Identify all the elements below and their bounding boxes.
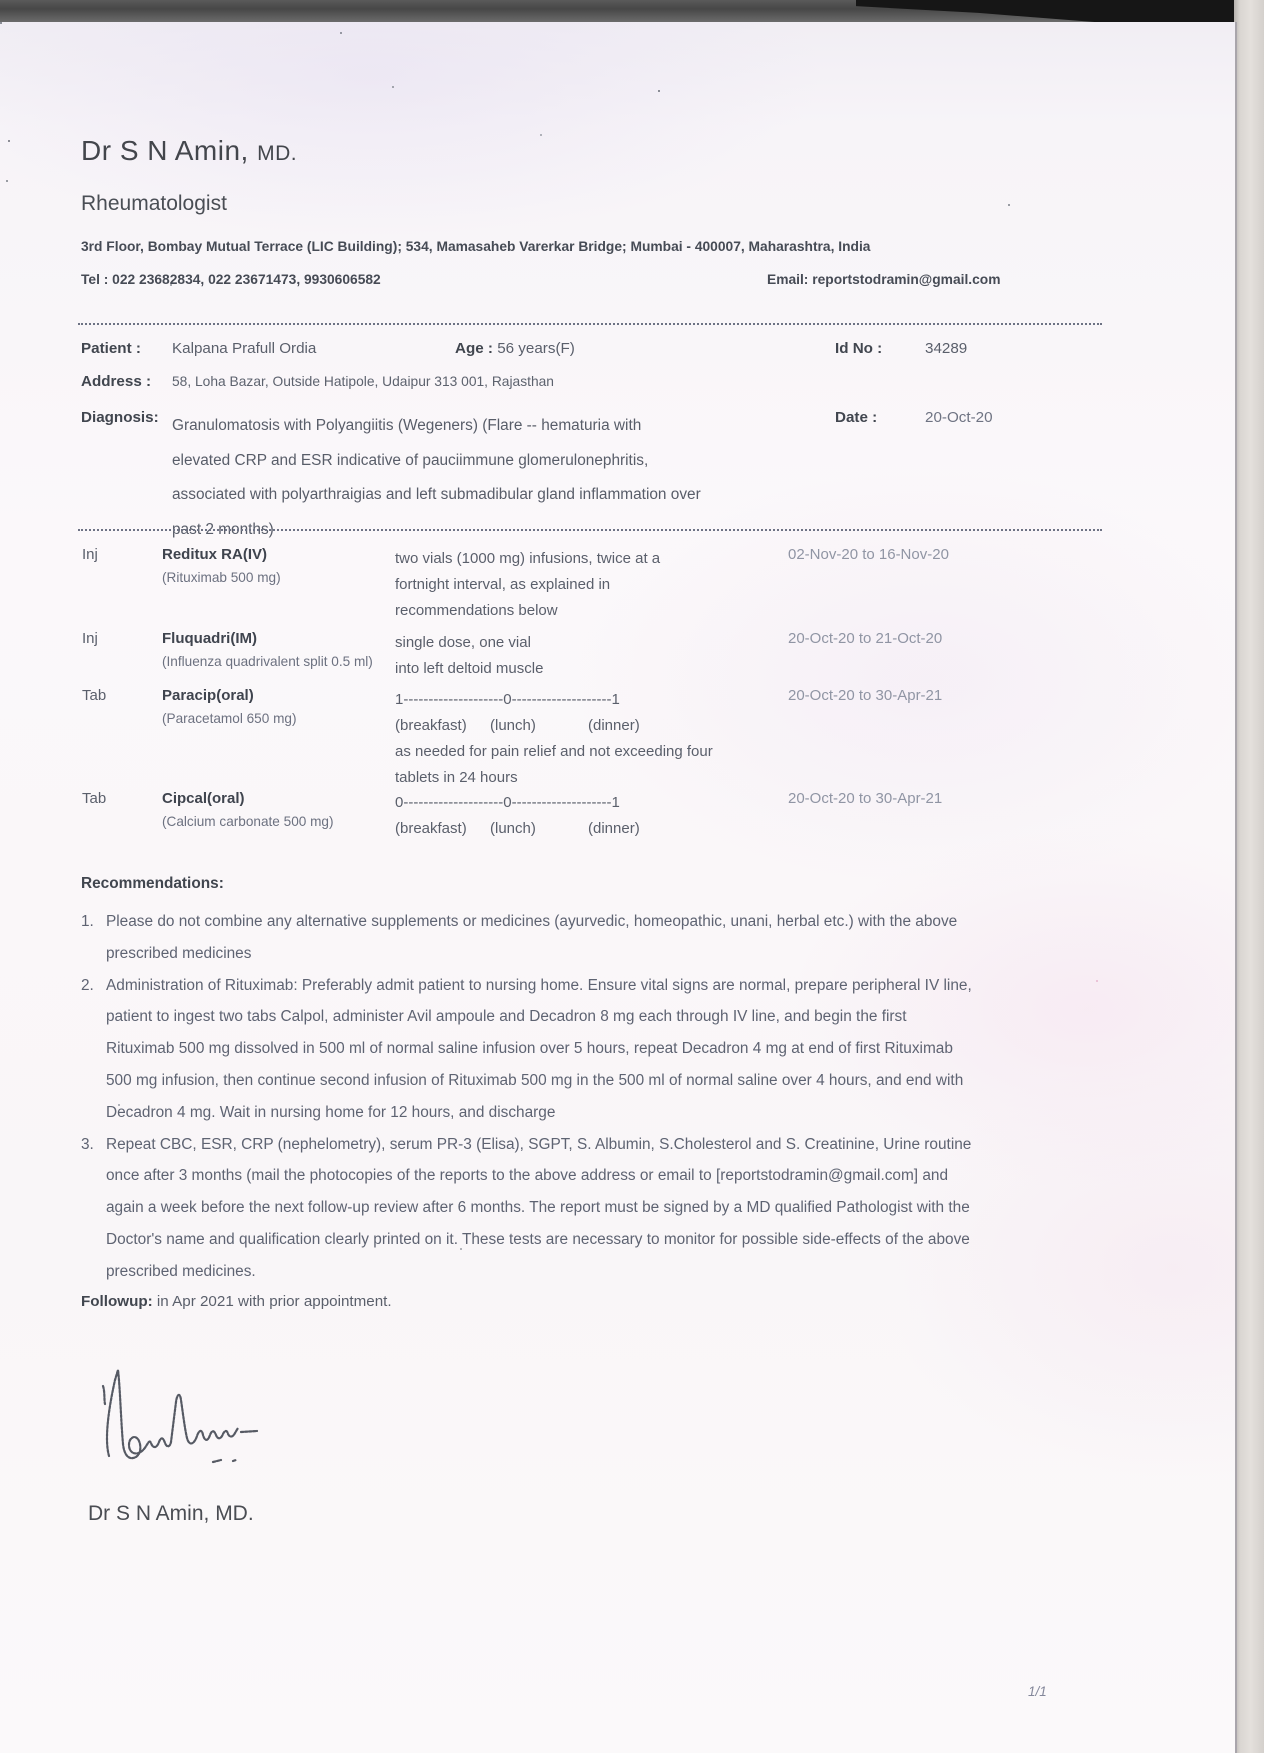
med-schedule: 0--------------------0--------------------1	[395, 794, 620, 811]
patient-label: Patient :	[81, 340, 141, 357]
med-brand-name: Fluquadri(IM)	[162, 630, 257, 647]
med-dose-line: into left deltoid muscle	[395, 660, 544, 677]
age-label: Age :	[455, 340, 493, 357]
recommendation-line: Administration of Rituximab: Preferably admit patient to nursing home. Ensure vital signs are normal, prepare peripheral IV line,	[106, 976, 972, 994]
recommendation-item	[81, 906, 1081, 970]
med-form: Tab	[82, 687, 107, 704]
id-label: Id No :	[835, 340, 883, 357]
med-date-range: 20-Oct-20 to 30-Apr-21	[788, 790, 943, 807]
recommendation-line: Repeat CBC, ESR, CRP (nephelometry), serum PR-3 (Elisa), SGPT, S. Albumin, S.Cholesterol and S. Creatinine, Urine routine	[106, 1135, 972, 1153]
med-generic-name: (Paracetamol 650 mg)	[162, 711, 297, 726]
recommendation-line: 500 mg infusion, then continue second infusion of Rituximab 500 mg in the 500 ml of normal saline over 4 hours, and end with	[106, 1071, 964, 1089]
recommendations-heading: Recommendations:	[81, 875, 224, 892]
med-dose-line: single dose, one vial	[395, 634, 531, 651]
id-value: 34289	[925, 340, 968, 357]
patient-name: Kalpana Prafull Ordia	[172, 340, 317, 357]
med-meal-labels	[395, 816, 787, 842]
prescription-page	[0, 22, 1237, 1753]
age-value: 56 years(F)	[492, 340, 575, 357]
med-date-range: 20-Oct-20 to 30-Apr-21	[788, 687, 943, 704]
med-brand-name: Cipcal(oral)	[162, 790, 245, 807]
meal-dinner: (dinner)	[588, 820, 640, 837]
followup-note	[81, 1293, 392, 1310]
meal-breakfast: (breakfast)	[395, 820, 467, 837]
med-date-range: 20-Oct-20 to 21-Oct-20	[788, 630, 943, 647]
recommendation-line: Decadron 4 mg. Wait in nursing home for 12 hours, and discharge	[106, 1103, 556, 1121]
recommendations-list	[81, 906, 1081, 1288]
med-generic-name: (Calcium carbonate 500 mg)	[162, 814, 334, 829]
meal-lunch: (lunch)	[490, 820, 536, 837]
meal-dinner: (dinner)	[588, 717, 640, 734]
recommendation-line: prescribed medicines.	[106, 1262, 256, 1280]
clinic-email: Email: reportstodramin@gmail.com	[767, 272, 1001, 287]
doctor-name-main: Dr S N Amin,	[81, 135, 258, 166]
diagnosis-line: Granulomatosis with Polyangiitis (Wegeners) (Flare -- hematuria with	[172, 417, 642, 434]
patient-age	[455, 340, 575, 357]
recommendation-number: 2.	[81, 976, 94, 994]
med-form: Inj	[82, 630, 98, 647]
med-dose-line: two vials (1000 mg) infusions, twice at a	[395, 550, 661, 567]
recommendation-number: 3.	[81, 1135, 94, 1153]
date-value: 20-Oct-20	[925, 409, 993, 426]
clinic-address: 3rd Floor, Bombay Mutual Terrace (LIC Building); 534, Mamasaheb Varerkar Bridge; Mumbai - 400007, Maharashtra, India	[81, 239, 871, 254]
med-form: Inj	[82, 546, 98, 563]
signature-name: Dr S N Amin, MD.	[88, 1502, 254, 1525]
med-dose-line: fortnight interval, as explained in	[395, 576, 611, 593]
page-number: 1/1	[1028, 1684, 1047, 1699]
followup-text: in Apr 2021 with prior appointment.	[152, 1293, 392, 1310]
med-form: Tab	[82, 790, 107, 807]
diagnosis-text	[172, 409, 701, 547]
recommendation-line: patient to ingest two tabs Calpol, administer Avil ampoule and Decadron 8 mg each through IV line, and begin the first	[106, 1008, 907, 1026]
diagnosis-label: Diagnosis:	[81, 409, 159, 426]
recommendation-line: Rituximab 500 mg dissolved in 500 ml of normal saline infusion over 5 hours, repeat Decadron 4 mg at end of first Rituximab	[106, 1040, 953, 1058]
med-meal-labels	[395, 713, 787, 739]
diagnosis-line: elevated CRP and ESR indicative of pauciimmune glomerulonephritis,	[172, 451, 649, 469]
diagnosis-line: past 2 months)	[172, 520, 274, 538]
recommendation-item	[81, 1129, 1081, 1288]
med-dose-line: recommendations below	[395, 602, 558, 619]
meal-breakfast: (breakfast)	[395, 717, 467, 734]
recommendation-number: 1.	[81, 913, 94, 930]
diagnosis-line: associated with polyarthraigias and left submadibular gland inflammation over	[172, 486, 701, 503]
recommendation-line: again a week before the next follow-up review after 6 months. The report must be signed by a MD qualified Pathologist with the	[106, 1199, 970, 1217]
dotted-separator-meds	[78, 529, 1102, 531]
med-note-line: as needed for pain relief and not exceeding four	[395, 743, 713, 760]
med-generic-name: (Influenza quadrivalent split 0.5 ml)	[162, 654, 373, 669]
scan-speckles	[0, 22, 2, 24]
med-note-line: tablets in 24 hours	[395, 769, 518, 786]
meal-lunch: (lunch)	[490, 717, 536, 734]
doctor-specialty: Rheumatologist	[81, 192, 227, 215]
date-label: Date :	[835, 409, 878, 426]
recommendation-line: Doctor's name and qualification clearly printed on it. These tests are necessary to monitor for possible side-effects of the above	[106, 1230, 970, 1248]
clinic-phone: Tel : 022 23682834, 022 23671473, 9930606582	[81, 272, 381, 287]
followup-label: Followup:	[81, 1293, 153, 1310]
recommendation-line: once after 3 months (mail the photocopies of the reports to the above address or email to [reportstodramin@gmail.com] and	[106, 1167, 949, 1185]
med-brand-name: Paracip(oral)	[162, 687, 254, 704]
doctor-signature	[95, 1364, 265, 1474]
med-brand-name: Reditux RA(IV)	[162, 546, 267, 563]
doctor-name	[81, 135, 297, 167]
med-schedule: 1--------------------0--------------------1	[395, 691, 620, 708]
recommendation-line: prescribed medicines	[106, 944, 252, 962]
doctor-degree: MD.	[257, 142, 298, 165]
address-label: Address :	[81, 373, 152, 390]
dotted-separator-top	[78, 323, 1102, 325]
recommendation-line: Please do not combine any alternative supplements or medicines (ayurvedic, homeopathic, unani, herbal etc.) with the above	[106, 913, 958, 930]
scanner-right-margin	[1234, 0, 1264, 1753]
med-generic-name: (Rituximab 500 mg)	[162, 570, 281, 585]
recommendation-item	[81, 970, 1081, 1129]
patient-address: 58, Loha Bazar, Outside Hatipole, Udaipur 313 001, Rajasthan	[172, 374, 554, 389]
med-date-range: 02-Nov-20 to 16-Nov-20	[788, 546, 949, 563]
